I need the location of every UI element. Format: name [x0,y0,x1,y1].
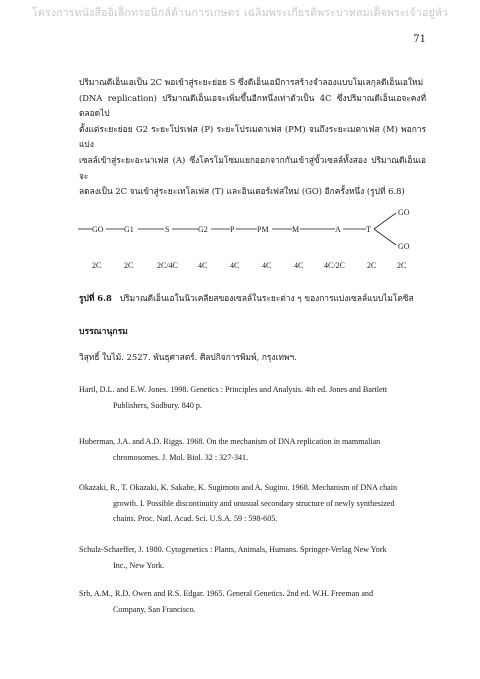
dna-amount-label: 4C [262,261,272,270]
dna-amount-label: 2C [367,261,377,270]
dna-amount-label: 4C/2C [324,261,345,270]
reference-item [79,434,429,465]
reference-line: Hartl, D.L. and E.W. Jones. 1998. Genetics : Principles and Analysis. 4th ed. Jones and Bartlett [79,385,388,394]
reference-line: Company, San Francisco. [113,604,196,614]
stage-label: G2 [198,225,208,234]
caption-label: รูปที่ 6.8 [79,293,112,303]
reference-line: chromosomes. J. Mol. Biol. 32 : 327-341. [113,452,249,462]
reference-line: Inc., New York. [113,560,165,570]
branch-label: GO [398,208,410,217]
paragraph-line: (DNA replication) ปริมาณดีเอ็นเอจะเพิ่มขึ้นอีกหนึ่งเท่าตัวเป็น 4C ซึ่งปริมาณดีเอ็นเอจะคงที่ตลอดไป [79,92,426,119]
dna-amount-label: 4C [230,261,240,270]
reference-item [79,586,429,617]
stage-label: S [165,225,170,234]
figure-caption [79,291,439,305]
stage-label: GO [92,225,104,234]
reference-line: growth. I. Possible discontinuity and unusual secondary structure of newly synthesized [113,498,395,508]
dna-amount-label: 2C [124,261,134,270]
reference-line: chains. Proc. Natl. Acad. Sci. U.S.A. 59 : 598-605. [113,514,278,523]
page-number: 71 [413,34,426,45]
reference-item [79,480,429,527]
section-title: บรรณานุกรม [79,327,128,337]
stage-label: T [366,225,371,234]
stage-label: M [292,225,300,234]
dna-amount-label: 2C [92,261,102,270]
paragraph-line: ตั้งแต่ระยะย่อย G2 ระยะโปรเฟส (P) ระยะโปรเมตาเฟส (PM) จนถึงระยะเมตาเฟส (M) พอการแบ่ง [79,123,426,150]
branch-label: GO [398,242,410,251]
stage-label: P [230,225,235,234]
page-header: โครงการหนังสืออิเล็กทรอนิกส์ด้านการเกษตร เฉลิมพระเกียรติพระบาทสมเด็จพระเจ้าอยู่หัว [31,7,449,19]
paragraph-line: ปริมาณดีเอ็นเอเป็น 2C พอเข้าสู่ระยะย่อย S ซึ่งดีเอ็นเอมีการสร้างจำลองแบบโมเลกุลดีเอ็นเอใหม่ [79,77,424,87]
reference-item: วิสุทธิ์ ใบไม้. 2527. พันธุศาสตร์. ศิลปกิจการพิมพ์, กรุงเทพฯ. [79,352,297,362]
reference-item [79,382,429,413]
cell-cycle-diagram [0,200,480,280]
stage-label: G1 [124,225,134,234]
dna-amount-label: 2C/4C [157,261,178,270]
dna-amount-label: 4C [198,261,208,270]
stage-label: PM [257,225,269,234]
body-paragraph [79,75,426,200]
reference-line: Huberman, J.A. and A.D. Riggs. 1968. On the mechanism of DNA replication in mammalian [79,437,381,446]
reference-line: Srb, A.M., R.D. Owen and R.S. Edgar. 1965. General Genetics. 2nd ed. W.H. Freeman and [79,589,374,598]
paragraph-line: เซลล์เข้าสู่ระยะอะนาเฟส (A) ซึ่งโครโมโซมแยกออกจากกันเข้าสู่ขั้วเซลล์ทั้งสอง ปริมาณดีเอ็นเอจะ [79,154,426,181]
reference-item [79,542,429,573]
dna-amount-label: 2C [397,261,407,270]
dna-amount-label: 4C [294,261,304,270]
caption-text: ปริมาณดีเอ็นเอในนิวเคลียสของเซลล์ในระยะต่าง ๆ ของการแบ่งเซลล์แบบไมโตซิส [119,293,414,303]
reference-line: Okazaki, R., T. Okazaki, K. Sakabe, K. Sugimoto and A. Sugino. 1968. Mechanism of DNA chain [79,483,398,492]
stage-label: A [335,225,341,234]
reference-line: Publishers, Sudbury. 840 p. [113,400,202,410]
paragraph-line: ลดลงเป็น 2C จนเข้าสู่ระยะเทโลเฟส (T) และอินเตอร์เฟสใหม่ (GO) อีกครั้งหนึ่ง (รูปที่ 6.8) [79,186,405,197]
reference-line: Schulz-Schaeffer, J. 1980. Cytogenetics : Plants, Animals, Humans. Springer-Verlag New York [79,545,387,554]
